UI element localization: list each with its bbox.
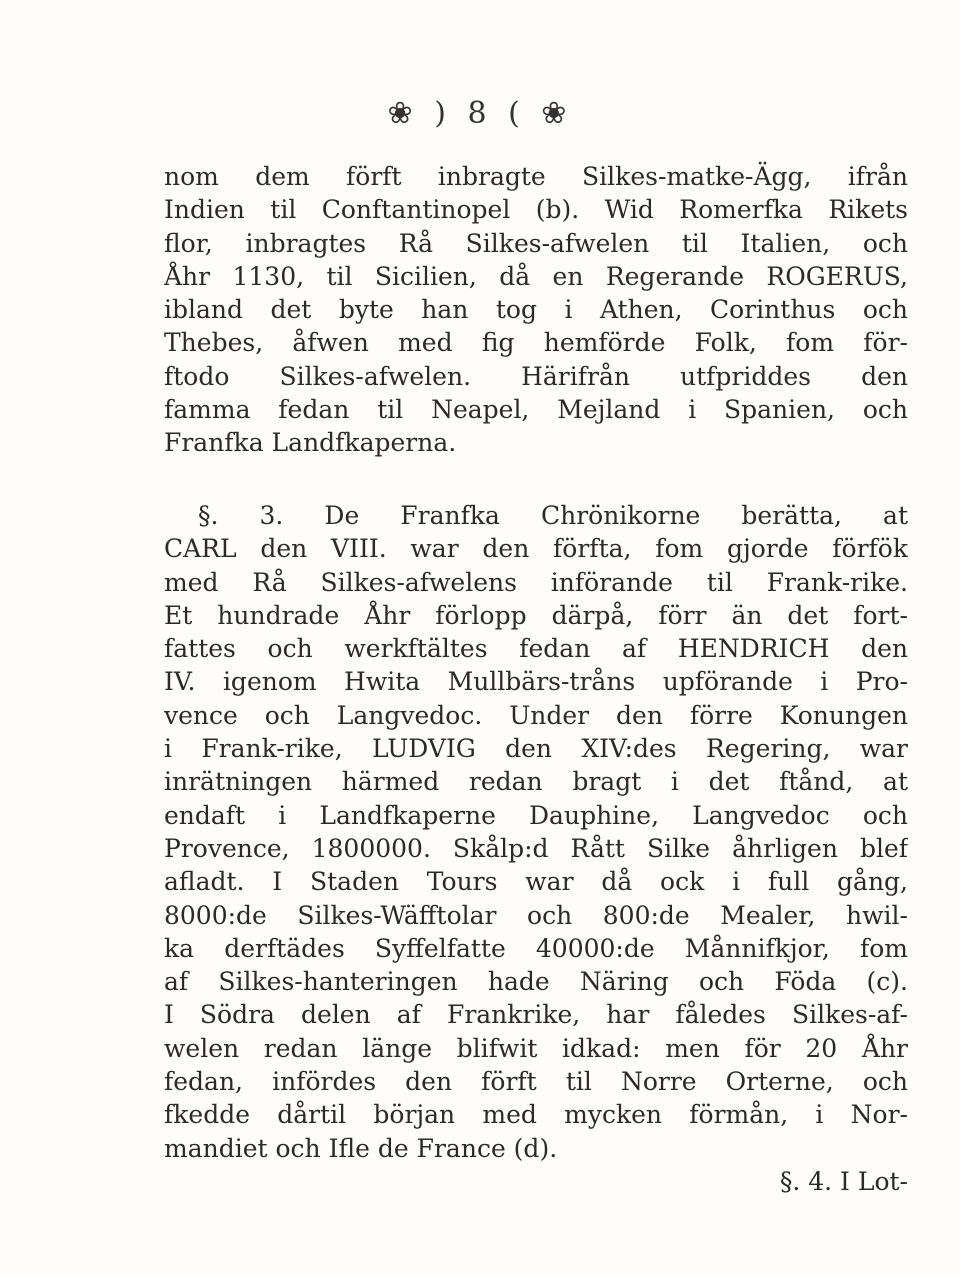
- text-line: 8000:de Silkes-Wäfftolar och 800:de Mealer, hwil-: [164, 900, 908, 930]
- text-line: famma fedan til Neapel, Mejland i Spanien, och: [164, 395, 908, 425]
- paragraph-1: [164, 160, 908, 460]
- text-line: Åhr 1130, til Sicilien, då en Regerande ROGERUS,: [164, 261, 908, 291]
- text-line: fattes och werkftältes fedan af HENDRICH den: [164, 634, 908, 664]
- text-line: nom dem förft inbragte Silkes-matke-Ägg, ifrån: [164, 162, 908, 191]
- text-line: inrätningen härmed redan bragt i det ftånd, at: [164, 767, 908, 797]
- text-line: Indien til Conftantinopel (b). Wid Romerfka Rikets: [164, 195, 908, 225]
- text-line: i Frank-rike, LUDVIG den XIV:des Regering, war: [164, 734, 908, 764]
- text-line: fedan, infördes den förft til Norre Orterne, och: [164, 1067, 908, 1097]
- paragraph-2: [164, 499, 908, 1198]
- text-line: flor, inbragtes Rå Silkes-afwelen til Italien, och: [164, 228, 908, 258]
- text-line: welen redan länge blifwit idkad: men för 20 Åhr: [164, 1033, 908, 1063]
- text-line: Thebes, åfwen med fig hemförde Folk, fom för-: [164, 328, 908, 358]
- text-line: ibland det byte han tog i Athen, Corinthus och: [164, 295, 908, 325]
- text-line: af Silkes-hanteringen hade Näring och Föda (c).: [164, 967, 908, 997]
- page-number-header: ❀ ) 8 ( ❀: [387, 96, 573, 131]
- section-heading-line: §. 3. De Franfka Chrönikorne berätta, at: [198, 501, 908, 530]
- text-line: fkedde dårtil början med mycken förmån, i Nor-: [164, 1100, 908, 1130]
- text-line: ka derftädes Syffelfatte 40000:de Månnifkjor, fom: [164, 933, 908, 963]
- text-line: med Rå Silkes-afwelens införande til Frank-rike.: [164, 567, 908, 597]
- text-line: Et hundrade Åhr förlopp därpå, förr än det fort-: [164, 600, 908, 630]
- text-line: I Södra delen af Frankrike, har fåledes Silkes-af-: [164, 1000, 908, 1030]
- text-line: Franfka Landfkaperna.: [164, 428, 457, 458]
- text-line: endaft i Landfkaperne Dauphine, Langvedoc och: [164, 800, 908, 830]
- text-line: Provence, 1800000. Skålp:d Rått Silke åhrligen blef: [164, 833, 908, 863]
- text-line: vence och Langvedoc. Under den förre Konungen: [164, 700, 908, 730]
- text-line: IV. igenom Hwita Mullbärs-tråns upförande i Pro-: [164, 667, 908, 697]
- text-line: mandiet och Ifle de France (d).: [164, 1133, 558, 1163]
- text-line: ftodo Silkes-afwelen. Härifrån utfpriddes den: [164, 361, 908, 391]
- text-line: CARL den VIII. war den förfta, fom gjorde förfök: [164, 534, 908, 564]
- catchword: §. 4. I Lot-: [779, 1166, 908, 1196]
- text-line: afladt. I Staden Tours war då ock i full gång,: [164, 867, 908, 897]
